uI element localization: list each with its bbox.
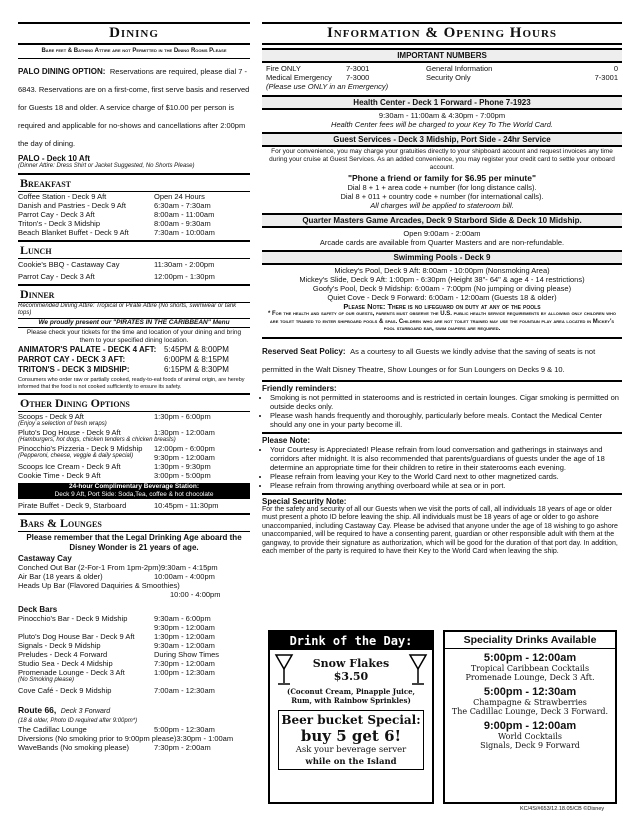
deck-bars-list <box>18 614 250 695</box>
speciality-time: 9:00pm - 12:00am <box>483 720 577 732</box>
number-value: 7-3001 <box>594 73 618 82</box>
item-name: Pinocchio's Pizzeria - Deck 9 Midship <box>18 444 143 453</box>
item-name: Pinocchio's Bar - Deck 9 Midship <box>18 614 128 623</box>
item-name: Pirate Buffet - Deck 9, Starboard <box>18 501 127 510</box>
item-hours: 11:30am - 2:00pm <box>154 260 215 269</box>
bars-title: Bars & Lounges <box>18 513 250 532</box>
item-note: (Hamburgers, hot dogs, chicken tenders & chicken breasts) <box>18 437 176 443</box>
drink-day-title: Drink of the Day: <box>270 632 432 650</box>
item-name: Preludes - Deck 4 Forward <box>18 650 108 659</box>
item-hours: 12:00pm - 1:30pm <box>154 272 215 281</box>
list-item <box>18 355 250 365</box>
drink-description: (Coconut Cream, Pinapple Juice, Rum, with Rainbow Sprinkles) <box>287 687 415 705</box>
list-item <box>18 734 250 743</box>
quarter-masters-title: Quarter Masters Game Arcades, Deck 9 Starbord Side & Deck 10 Midship. <box>262 213 622 228</box>
item-name: Cookie Time - Deck 9 Aft <box>18 471 101 480</box>
seat-policy-label: Reserved Seat Policy: <box>262 346 346 356</box>
item-hours: 10:45pm - 11:30pm <box>154 501 219 510</box>
breakfast-list <box>18 192 250 237</box>
beer-special <box>278 710 424 770</box>
please-note-title: Please Note: <box>262 435 311 445</box>
list-item <box>18 743 250 752</box>
item-name: Triton's - Deck 3 Midship <box>18 219 101 228</box>
item-note: (Enjoy a selection of fresh wraps) <box>18 421 107 427</box>
security-note-title: Special Security Note: <box>262 496 347 506</box>
list-item <box>18 272 250 281</box>
item-hours: 12:00pm - 6:00pm <box>154 444 215 453</box>
item-name: Danish and Pastries - Deck 9 Aft <box>18 201 126 210</box>
item-hours: 10:00 - 4:00pm <box>170 590 221 599</box>
item-name: TRITON'S - DECK 3 MIDSHIP: <box>18 365 130 374</box>
number-value: 7-3000 <box>346 73 370 82</box>
pool-item: Mickey's Slide, Deck 9 Aft: 1:00pm - 6:30pm (Height 38"- 64" & age 4 - 14 restrictions) <box>299 275 585 284</box>
friendly-reminders <box>262 380 622 429</box>
palo-option-text: Reservations are required, please dial 7 - 6843. Reservations are on a first-come, first serve basis and reserved for Guests 18 and older. A service charge of $10.00 per person is required and applicable for no-shows and cancellations after 2:00pm the day of dining. <box>18 67 250 148</box>
list-item <box>18 453 250 462</box>
item-name: Signals - Deck 9 Midship <box>18 641 101 650</box>
item-hours: 7:30pm - 12:00am <box>154 659 215 668</box>
speciality-desc: World Cocktails <box>497 732 562 741</box>
item-hours: 1:30pm - 12:00am <box>154 428 215 437</box>
item-hours: 1:00pm - 12:30am <box>154 668 215 677</box>
other-dining-title: Other Dining Options <box>18 393 250 412</box>
friendly-reminders-title: Friendly reminders: <box>262 383 337 393</box>
palo-head: PALO - Deck 10 Aft <box>18 154 91 163</box>
item-name: Promenade Lounge - Deck 3 Aft <box>18 668 125 677</box>
beverage-station-title: 24-hour Complimentary Beverage Station: <box>68 483 200 490</box>
list-item: • Smoking is not permitted in staterooms and is restricted in certain lounges. Cigar smoking is permitted on outside decks only. <box>270 393 622 411</box>
beer-special-deal: buy 5 get 6! <box>300 727 402 745</box>
item-name: ANIMATOR'S PALATE - DECK 4 AFT: <box>18 345 157 354</box>
dinner-attire: Recommended Dining Attire: Tropical or Pirate Attire (No shorts, swimwear or tank tops) <box>18 303 237 316</box>
item-hours: 6:30am - 7:30am <box>154 201 211 210</box>
pools-lifeguard-note: Please Note: There is no lifeguard on duty at any of the pools <box>343 302 541 311</box>
footer-code: KC/4S/#653/12.18.05/CB ©Disney <box>520 806 605 812</box>
speciality-where: The Cadillac Lounge, Deck 3 Forward. <box>451 707 609 716</box>
beer-special-ask: Ask your beverage server <box>295 745 407 755</box>
item-hours: 9:30am - 6:00pm <box>154 614 211 623</box>
item-name: Parrot Cay - Deck 3 Aft <box>18 210 95 219</box>
list-item <box>18 201 250 210</box>
item-note: (Pepperoni, cheese, veggie & daily special) <box>18 453 134 459</box>
list-item <box>18 686 250 695</box>
list-item <box>18 412 250 421</box>
item-hours: 9:30pm - 12:00am <box>154 623 215 632</box>
number-label: Security Only <box>426 73 471 82</box>
palo-option <box>18 58 250 151</box>
list-item <box>18 614 250 623</box>
item-name: The Cadillac Lounge <box>18 725 87 734</box>
item-hours: 1:30pm - 6:00pm <box>154 412 211 421</box>
raw-food-note: Consumers who order raw or partially cooked, ready-to-eat foods of animal origin, are hereby informed that the food is not cooked sufficiently to ensure its safety. <box>18 377 245 390</box>
route66-header <box>18 700 250 718</box>
number-label: Fire ONLY <box>266 64 301 73</box>
quarter-masters-note: Arcade cards are available from Quarter Masters and are non-refundable. <box>319 238 565 247</box>
guest-services-text: For your convenience, you may charge your gratuities directly to your shipboard account and request invoices any time during your cruise at Guest Services. As an added convenience, you may register your credit card to settle your onboard account. <box>269 148 615 171</box>
beverage-station-text: Deck 9 Aft, Port Side: Soda,Tea, coffee & hot chocolate <box>54 491 214 498</box>
health-note: Health Center fees will be charged to your Key To The World Card. <box>331 120 553 129</box>
item-hours: 5:00pm - 12:30am <box>154 725 215 734</box>
speciality-time: 5:00pm - 12:30am <box>483 686 577 698</box>
dial-international: Dial 8 + 011 + country code + number (for international calls). <box>340 192 544 201</box>
dinner-title: Dinner <box>18 284 250 303</box>
breakfast-title: Breakfast <box>18 173 250 192</box>
info-title: Information & Opening Hours <box>262 22 622 45</box>
list-item <box>18 345 250 355</box>
drink-name: Snow Flakes $3.50 <box>312 657 390 683</box>
speciality-title: Speciality Drinks Available <box>445 632 615 649</box>
list-item: • Please refrain from throwing anything overboard while at sea or in port. <box>270 481 622 490</box>
speciality-where: Signals, Deck 9 Forward <box>480 741 580 750</box>
list-item <box>18 219 250 228</box>
speciality-where: Promenade Lounge, Deck 3 Aft. <box>465 673 595 682</box>
speciality-item <box>445 652 615 682</box>
please-note <box>262 432 622 490</box>
number-label: General Information <box>426 64 493 73</box>
quarter-masters-hours: Open 9:00am - 2:00am <box>403 229 481 238</box>
item-name: Parrot Cay - Deck 3 Aft <box>18 272 95 281</box>
pools-diaper-note: * For the health and safety of our guests, parents must observe the U.S. public health service requirements by allowing only children who are toilet trained to enter shipboard pools & spas. Children who are not toilet trained may use the fountain play area located in Mickey's pool starboard ear, swim diapers are required. <box>268 311 616 332</box>
item-hours: 10:00am - 4:00pm <box>154 572 215 581</box>
health-center-title: Health Center - Deck 1 Forward - Phone 7-1923 <box>262 95 622 110</box>
seat-policy <box>262 337 622 377</box>
list-item <box>18 462 250 471</box>
list-item <box>18 428 250 437</box>
list-item <box>18 650 250 659</box>
legal-age-note: Please remember that the Legal Drinking Age aboard the Disney Wonder is 21 years of age. <box>26 533 242 552</box>
drink-of-the-day-box <box>268 630 434 804</box>
list-item: • Your Courtesy is Appreciated! Please refrain from loud conversation and gatherings in stairways and corridors after midnight. It is also recommended that parents/guardians of guests under the age of 18 determine an appropriate time for their children to retire in their staterooms each evening. <box>270 445 622 472</box>
number-value: 0 <box>613 64 618 73</box>
cocktail-glass-icon <box>274 653 294 687</box>
cocktail-glass-icon <box>408 653 428 687</box>
list-item <box>18 501 250 510</box>
deck-bars-title: Deck Bars <box>18 605 58 614</box>
security-note <box>262 493 622 557</box>
speciality-drinks-box <box>443 630 617 804</box>
item-name: Cove Café - Deck 9 Midship <box>18 686 112 695</box>
item-name: WaveBands (No smoking please) <box>18 743 130 752</box>
list-item <box>18 228 250 237</box>
beverage-station-bar <box>18 483 250 499</box>
security-note-text: For the safety and security of all our Guests when we visit the ports of call, all individuals 18 years of age or older must present a photo ID before leaving the ship. All individuals must be 18 years of age or older to go ashore unaccompanied, including Castaway Cay. Please be advised that anyone under the age of 18 wishing to go ashore unaccompanied, will be required to have a consenting parent, guardian or other responsible adult with them at the gangway, to provide their signature as authorization, which will be good for the duration of that port day. In addition, each member of the party is required to have their Key to the World Card when leaving the ship. <box>262 505 618 555</box>
item-name: Beach Blanket Buffet - Deck 9 Aft <box>18 228 129 237</box>
item-hours: 9:30pm - 12:00am <box>154 453 215 462</box>
dial-note: All charges will be applied to stateroom bill. <box>370 201 514 210</box>
item-hours: 9:30am - 12:00am <box>154 641 215 650</box>
item-hours: 7:30am - 10:00am <box>154 228 215 237</box>
list-item <box>18 581 250 590</box>
item-hours: Open 24 Hours <box>154 192 205 201</box>
important-numbers-title: IMPORTANT NUMBERS <box>262 48 622 63</box>
important-numbers <box>262 63 622 92</box>
list-item: • Please refrain from leaving your Key to the World Card next to other magnetized cards. <box>270 472 622 481</box>
info-column <box>262 22 622 557</box>
item-hours: 8:00am - 9:30am <box>154 219 211 228</box>
guest-services-title: Guest Services - Deck 3 Midship, Port Side - 24hr Service <box>262 132 622 147</box>
phone-family: "Phone a friend or family for $6.95 per minute" <box>347 173 537 183</box>
item-note: (No Smoking please) <box>18 677 75 683</box>
item-hours: 6:00PM & 8:15PM <box>164 355 229 364</box>
number-value: 7-3001 <box>346 64 370 73</box>
other-dining-list <box>18 412 250 480</box>
pool-item: Mickey's Pool, Deck 9 Aft: 8:00am - 10:00pm (Nonsmoking Area) <box>334 266 550 275</box>
list-item <box>18 210 250 219</box>
item-hours: 9:30am - 4:15pm <box>160 563 218 572</box>
pirates-menu: We proudly present our "PIRATES IN THE CARIBBEAN" Menu <box>18 318 250 328</box>
castaway-title: Castaway Cay <box>18 554 72 563</box>
pool-item: Goofy's Pool, Deck 9 Midship: 6:00am - 7:00pm (No jumping or diving please) <box>312 284 572 293</box>
list-item <box>18 623 250 632</box>
item-hours: 5:45PM & 8:00PM <box>164 345 229 354</box>
palo-option-label: PALO DINING OPTION: <box>18 67 106 76</box>
pools-title: Swimming Pools - Deck 9 <box>262 250 622 265</box>
item-name: Conched Out Bar (2-For-1 From 1pm-2pm) <box>18 563 161 572</box>
route66-deck: Deck 3 Forward <box>60 708 111 715</box>
list-item <box>18 444 250 453</box>
item-name: Heads Up Bar (Flavored Daquiries & Smoothies) <box>18 581 180 590</box>
item-hours: 3:30pm - 1:00am <box>176 734 234 743</box>
speciality-desc: Tropical Caribbean Cocktails <box>470 664 590 673</box>
list-item <box>18 632 250 641</box>
list-item <box>266 64 618 73</box>
health-hours: 9:30am - 11:00am & 4:30pm - 7:00pm <box>378 111 506 120</box>
item-hours: 1:30pm - 12:00am <box>154 632 215 641</box>
list-item <box>18 192 250 201</box>
drink-day-feature <box>270 650 432 687</box>
bare-feet-note: Bare feet & Bathing Attire are not Permitted in the Dining Rooms Please <box>41 48 227 54</box>
number-label: Medical Emergency <box>266 73 332 82</box>
speciality-time: 5:00pm - 12:00am <box>483 652 577 664</box>
item-name: Pluto's Dog House - Deck 9 Aft <box>18 428 121 437</box>
list-item <box>18 590 250 599</box>
dial-long-distance: Dial 8 + 1 + area code + number (for long distance calls). <box>347 183 537 192</box>
route66-title: Route 66, <box>18 705 57 715</box>
list-item <box>18 260 250 269</box>
list-item <box>18 725 250 734</box>
item-name: PARROT CAY - DECK 3 AFT: <box>18 355 126 364</box>
list-item <box>18 563 250 572</box>
palo-attire: (Dinner Attire: Dress Shirt or Jacket Suggested, No Shorts Please) <box>18 163 195 169</box>
item-name: Pluto's Dog House Bar - Deck 9 Aft <box>18 632 135 641</box>
dining-title: Dining <box>18 22 250 45</box>
list-item <box>18 365 250 375</box>
item-hours: 7:00am - 12:30am <box>154 686 215 695</box>
item-name: Coffee Station - Deck 9 Aft <box>18 192 107 201</box>
item-hours: 6:15PM & 8:30PM <box>164 365 229 374</box>
list-item <box>18 659 250 668</box>
pool-item: Quiet Cove - Deck 9 Forward: 6:00am - 12:00am (Guests 18 & older) <box>327 293 557 302</box>
pirates-tickets: Please check your tickets for the time and location of your dining and bring them to your specified dining location. <box>26 329 242 344</box>
list-item <box>18 641 250 650</box>
list-item <box>266 73 618 82</box>
item-hours: During Show Times <box>154 650 220 659</box>
item-name: Cookie's BBQ - Castaway Cay <box>18 260 120 269</box>
lunch-title: Lunch <box>18 240 250 259</box>
item-name: Diversions (No smoking prior to 9:00pm please) <box>18 734 177 743</box>
seat-policy-text: As a courtesy to all Guests we kindly advise that the saving of seats is not permitted in the Walt Disney Theatre, Show Lounges or for Sun Loungers on Decks 9 & 10. <box>262 346 596 374</box>
beer-special-where: while on the Island <box>305 757 397 767</box>
list-item <box>18 471 250 480</box>
item-hours: 1:30pm - 9:30pm <box>154 462 211 471</box>
speciality-item <box>445 720 615 750</box>
dining-column <box>18 22 250 752</box>
item-hours: 7:30pm - 2:00am <box>154 743 211 752</box>
list-item: • Please wash hands frequently and thoroughly, particularly before meals. Contact the Medical Center should any one in your party become ill. <box>270 411 622 429</box>
speciality-item <box>445 686 615 716</box>
item-hours: 3:00pm - 5:00pm <box>154 471 211 480</box>
item-name: Scoops - Deck 9 Aft <box>18 412 84 421</box>
emergency-note: (Please use ONLY in an Emergency) <box>266 82 389 91</box>
list-item <box>18 572 250 581</box>
item-hours: 8:00am - 11:00am <box>154 210 215 219</box>
route66-note: (18 & older, Photo ID required after 9:00pm*) <box>18 718 138 724</box>
item-name: Air Bar (18 years & older) <box>18 572 103 581</box>
list-item <box>18 668 250 677</box>
beer-special-title: Beer bucket Special: <box>281 713 421 727</box>
item-name: Scoops Ice Cream - Deck 9 Aft <box>18 462 121 471</box>
speciality-desc: Champagne & Strawberries <box>473 698 587 707</box>
item-name: Studio Sea - Deck 4 Midship <box>18 659 113 668</box>
